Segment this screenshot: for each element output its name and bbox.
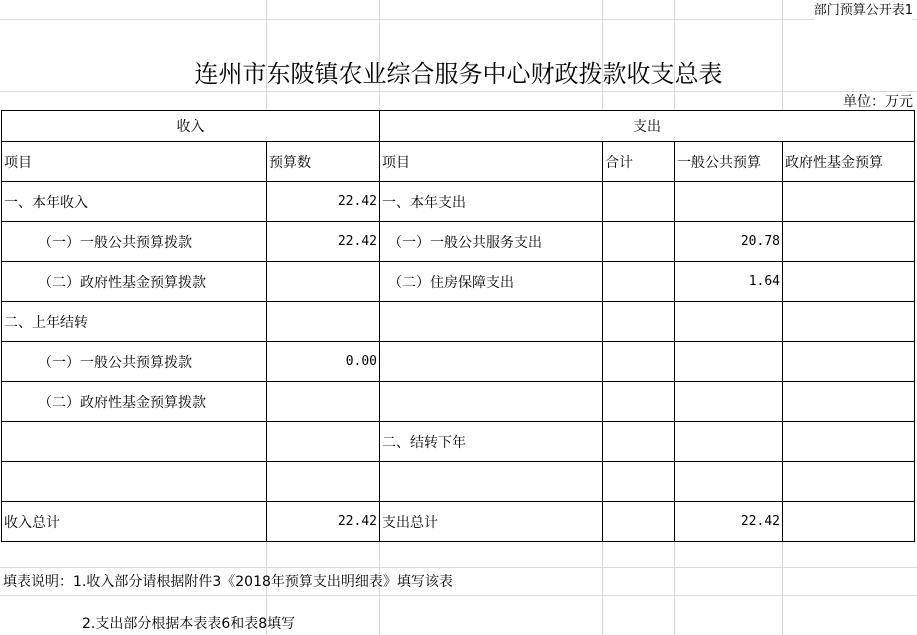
expense-label bbox=[380, 342, 603, 382]
expense-general bbox=[675, 422, 783, 462]
grid-line bbox=[0, 595, 917, 596]
table-subheader-row bbox=[2, 142, 915, 182]
page-title: 连州市东陂镇农业综合服务中心财政拨款收支总表 bbox=[194, 60, 723, 88]
expense-label bbox=[380, 302, 603, 342]
income-label: （二）政府性基金预算拨款 bbox=[2, 382, 267, 422]
table-row bbox=[2, 382, 915, 422]
budget-table bbox=[1, 110, 915, 542]
table-row bbox=[2, 302, 915, 342]
expense-fund bbox=[783, 422, 915, 462]
income-value bbox=[267, 422, 380, 462]
expense-general bbox=[675, 342, 783, 382]
income-label: （一）一般公共预算拨款 bbox=[2, 342, 267, 382]
expense-label: 一、本年支出 bbox=[380, 182, 603, 222]
table-row bbox=[2, 342, 915, 382]
expense-label bbox=[380, 382, 603, 422]
sheet-tag: 部门预算公开表1 bbox=[814, 1, 913, 21]
table-header-row bbox=[2, 111, 915, 142]
expense-fund bbox=[783, 302, 915, 342]
expense-total-header: 合计 bbox=[603, 142, 675, 182]
expense-fund bbox=[783, 462, 915, 502]
income-label: （二）政府性基金预算拨款 bbox=[2, 262, 267, 302]
expense-fund-header: 政府性基金预算 bbox=[783, 142, 915, 182]
fill-note-1: 填表说明：1.收入部分请根据附件3《2018年预算支出明细表》填写该表 bbox=[3, 574, 453, 590]
unit-label: 单位：万元 bbox=[843, 94, 913, 110]
income-value: 22.42 bbox=[267, 182, 380, 222]
expense-general-total: 22.42 bbox=[675, 502, 783, 542]
expense-fund bbox=[783, 222, 915, 262]
income-value: 0.00 bbox=[267, 342, 380, 382]
income-value bbox=[267, 302, 380, 342]
expense-total-label: 支出总计 bbox=[380, 502, 603, 542]
expense-fund bbox=[783, 262, 915, 302]
expense-general bbox=[675, 462, 783, 502]
table-total-row bbox=[2, 502, 915, 542]
grid-line bbox=[0, 567, 917, 568]
income-label bbox=[2, 422, 267, 462]
expense-total bbox=[603, 262, 675, 302]
table-row bbox=[2, 462, 915, 502]
income-label: （一）一般公共预算拨款 bbox=[2, 222, 267, 262]
expense-general bbox=[675, 182, 783, 222]
expense-total bbox=[603, 382, 675, 422]
grid-line bbox=[0, 19, 917, 20]
income-total-label: 收入总计 bbox=[2, 502, 267, 542]
expense-fund bbox=[783, 382, 915, 422]
expense-item-header: 项目 bbox=[380, 142, 603, 182]
expense-general bbox=[675, 382, 783, 422]
expense-label bbox=[380, 462, 603, 502]
expense-total bbox=[603, 422, 675, 462]
table-row bbox=[2, 222, 915, 262]
income-label bbox=[2, 462, 267, 502]
fill-note-2: 2.支出部分根据本表表6和表8填写 bbox=[82, 616, 296, 632]
expense-fund bbox=[783, 502, 915, 542]
expense-header: 支出 bbox=[380, 111, 915, 142]
income-label: 二、上年结转 bbox=[2, 302, 267, 342]
expense-total bbox=[603, 182, 675, 222]
income-item-header: 项目 bbox=[2, 142, 267, 182]
expense-total bbox=[603, 462, 675, 502]
expense-general bbox=[675, 302, 783, 342]
table-row bbox=[2, 422, 915, 462]
expense-total bbox=[603, 342, 675, 382]
income-budget-header: 预算数 bbox=[267, 142, 380, 182]
table-row bbox=[2, 182, 915, 222]
income-value bbox=[267, 262, 380, 302]
income-total-value: 22.42 bbox=[267, 502, 380, 542]
income-value: 22.42 bbox=[267, 222, 380, 262]
income-header: 收入 bbox=[2, 111, 380, 142]
expense-total bbox=[603, 302, 675, 342]
expense-general-header: 一般公共预算 bbox=[675, 142, 783, 182]
table-row bbox=[2, 262, 915, 302]
income-value bbox=[267, 462, 380, 502]
expense-general: 20.78 bbox=[675, 222, 783, 262]
expense-general: 1.64 bbox=[675, 262, 783, 302]
expense-fund bbox=[783, 342, 915, 382]
expense-fund bbox=[783, 182, 915, 222]
expense-label: （二）住房保障支出 bbox=[380, 262, 603, 302]
expense-label: 二、结转下年 bbox=[380, 422, 603, 462]
income-value bbox=[267, 382, 380, 422]
expense-total bbox=[603, 222, 675, 262]
expense-label: （一）一般公共服务支出 bbox=[380, 222, 603, 262]
expense-total bbox=[603, 502, 675, 542]
income-label: 一、本年收入 bbox=[2, 182, 267, 222]
